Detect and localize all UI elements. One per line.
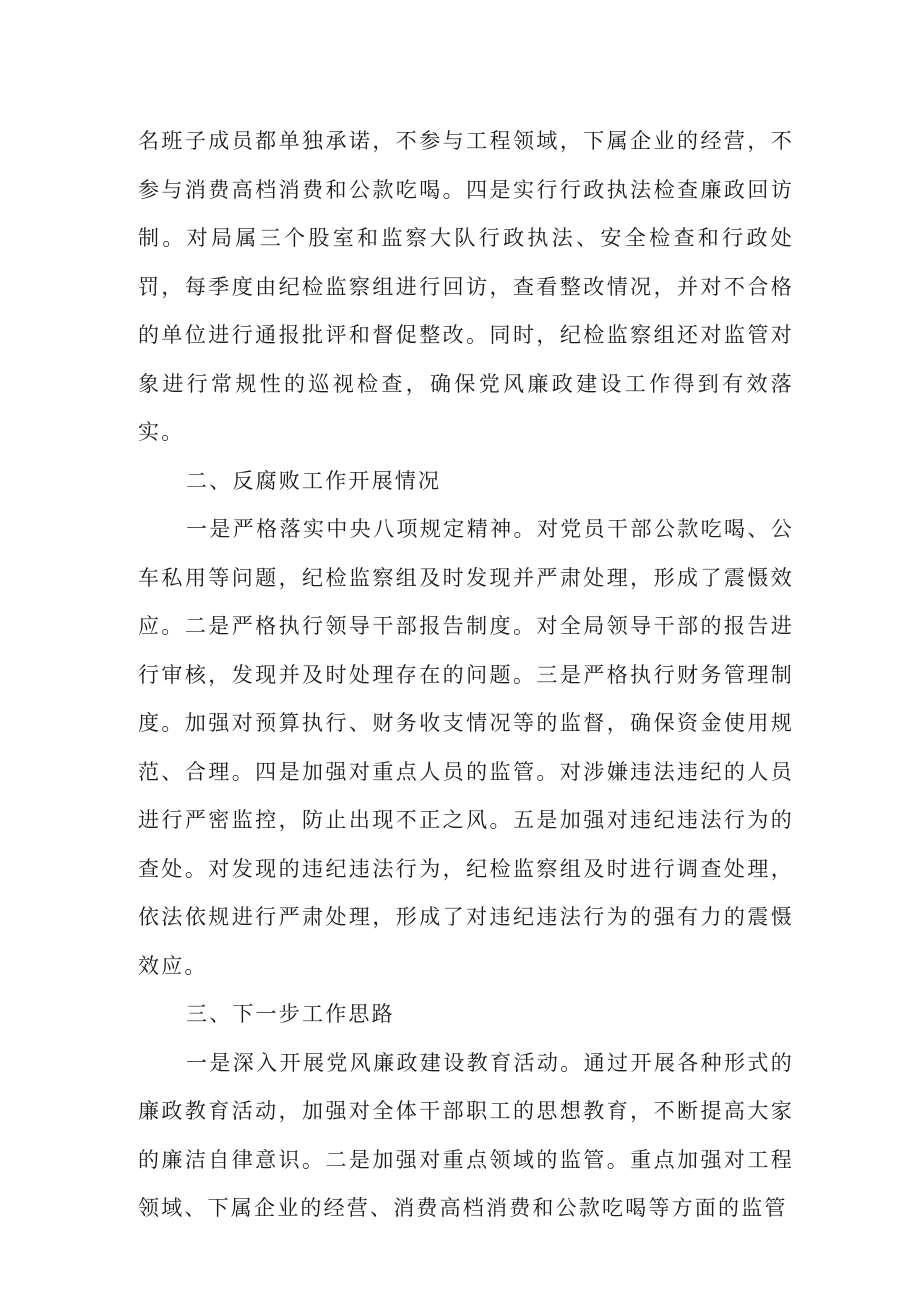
section-heading-anti-corruption: 二、反腐败工作开展情况 xyxy=(186,468,442,493)
body-paragraph-anti-corruption: 一是严格落实中央八项规定精神。对党员干部公款吃喝、公车私用等问题，纪检监察组及时发现并严肃处理，形成了震慑效应。二是严格执行领导干部报告制度。对全局领导干部的报告进行审核，发现并及时处理存在的问题。三是严格执行财务管理制度。加强对预算执行、财务收支情况等的监督，确保资金使用规范、合理。四是加强对重点人员的监管。对涉嫌违法违纪的人员进行严密监控，防止出现不正之风。五是加强对违纪违法行为的查处。对发现的违纪违法行为，纪检监察组及时进行调查处理，依法依规进行严肃处理，形成了对违纪违法行为的强有力的震慑效应。 xyxy=(138,517,794,978)
body-paragraph-next-steps: 一是深入开展党风廉政建设教育活动。通过开展各种形式的廉政教育活动，加强对全体干部职工的思想教育，不断提高大家的廉洁自律意识。二是加强对重点领域的监管。重点加强对工程领域、下属企业的经营、消费高档消费和公款吃喝等方面的监管 xyxy=(138,1050,794,1220)
body-paragraph-continued: 名班子成员都单独承诺，不参与工程领域，下属企业的经营，不参与消费高档消费和公款吃喝。四是实行行政执法检查廉政回访制。对局属三个股室和监察大队行政执法、安全检查和行政处罚，每季度由纪检监察组进行回访，查看整改情况，并对不合格的单位进行通报批评和督促整改。同时，纪检监察组还对监管对象进行常规性的巡视检查，确保党风廉政建设工作得到有效落实。 xyxy=(138,129,794,444)
document-page xyxy=(138,117,794,1233)
section-heading-next-steps: 三、下一步工作思路 xyxy=(186,1002,395,1026)
